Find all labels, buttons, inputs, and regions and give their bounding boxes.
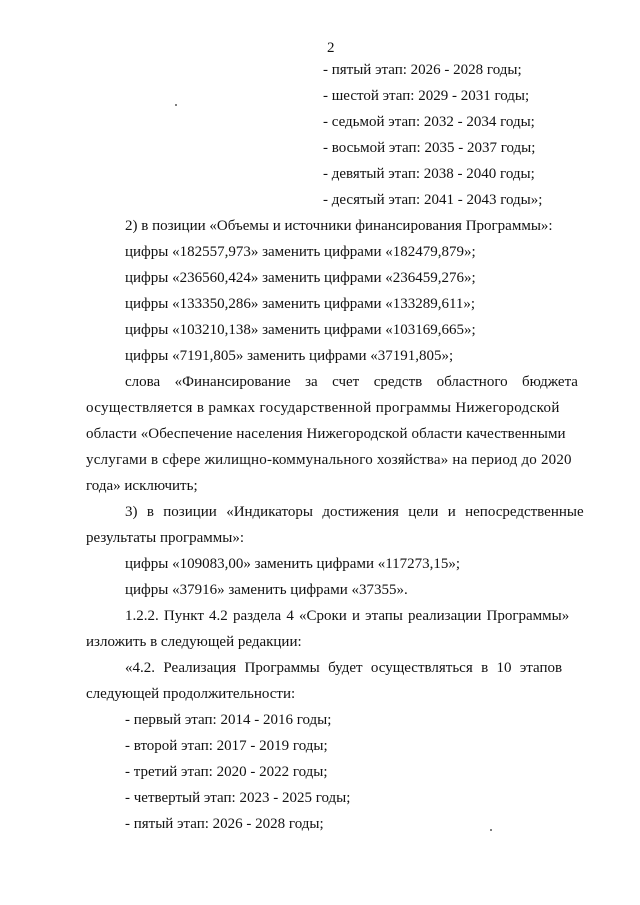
clause-122-line2: изложить в следующей редакции: [86,634,302,650]
stage-line: - четвертый этап: 2023 - 2025 годы; [125,790,351,806]
stage-line: - десятый этап: 2041 - 2043 годы»; [323,192,543,208]
stage-line: - восьмой этап: 2035 - 2037 годы; [323,140,536,156]
scan-speck [490,829,492,831]
item2-title: 2) в позиции «Объемы и источники финансирования Программы»: [125,218,553,234]
replacement-line: цифры «37916» заменить цифрами «37355». [125,582,408,598]
stage-line: - шестой этап: 2029 - 2031 годы; [323,88,530,104]
replacement-line: цифры «236560,424» заменить цифрами «236459,276»; [125,270,476,286]
item3-line2: результаты программы»: [86,530,245,546]
words-paragraph-line1 [125,373,578,391]
justified-word: за [305,374,318,390]
justified-word: средств [373,374,423,390]
justified-word: счет [332,374,360,390]
words-paragraph-line3: области «Обеспечение населения Нижегородской области качественными [86,426,566,442]
words-paragraph-line2: осуществляется в рамках государственной программы Нижегородской [86,400,560,416]
stage-line: - второй этап: 2017 - 2019 годы; [125,738,328,754]
stage-line: - пятый этап: 2026 - 2028 годы; [323,62,522,78]
stage-line: - первый этап: 2014 - 2016 годы; [125,712,332,728]
replacement-line: цифры «103210,138» заменить цифрами «103169,665»; [125,322,476,338]
words-paragraph-line5: года» исключить; [86,478,198,494]
replacement-line: цифры «182557,973» заменить цифрами «182479,879»; [125,244,476,260]
clause-42-line1: «4.2. Реализация Программы будет осуществляться в 10 этапов [125,660,563,676]
justified-word: бюджета [522,374,578,390]
justified-word: «Финансирование [174,374,291,390]
justified-word: слова [125,374,161,390]
page-number: 2 [327,40,335,56]
replacement-line: цифры «109083,00» заменить цифрами «117273,15»; [125,556,461,572]
stage-line: - седьмой этап: 2032 - 2034 годы; [323,114,535,130]
stage-line: - третий этап: 2020 - 2022 годы; [125,764,328,780]
stage-line: - девятый этап: 2038 - 2040 годы; [323,166,535,182]
stage-line: - пятый этап: 2026 - 2028 годы; [125,816,324,832]
item3-line1: 3) в позиции «Индикаторы достижения цели и непосредственные [125,504,584,520]
replacement-line: цифры «7191,805» заменить цифрами «37191,805»; [125,348,454,364]
replacement-line: цифры «133350,286» заменить цифрами «133289,611»; [125,296,476,312]
words-paragraph-line4: услугами в сфере жилищно-коммунального хозяйства» на период до 2020 [86,452,572,468]
scan-speck [175,104,177,106]
clause-42-line2: следующей продолжительности: [86,686,296,702]
justified-word: областного [436,374,508,390]
clause-122-line1: 1.2.2. Пункт 4.2 раздела 4 «Сроки и этапы реализации Программы» [125,608,570,624]
